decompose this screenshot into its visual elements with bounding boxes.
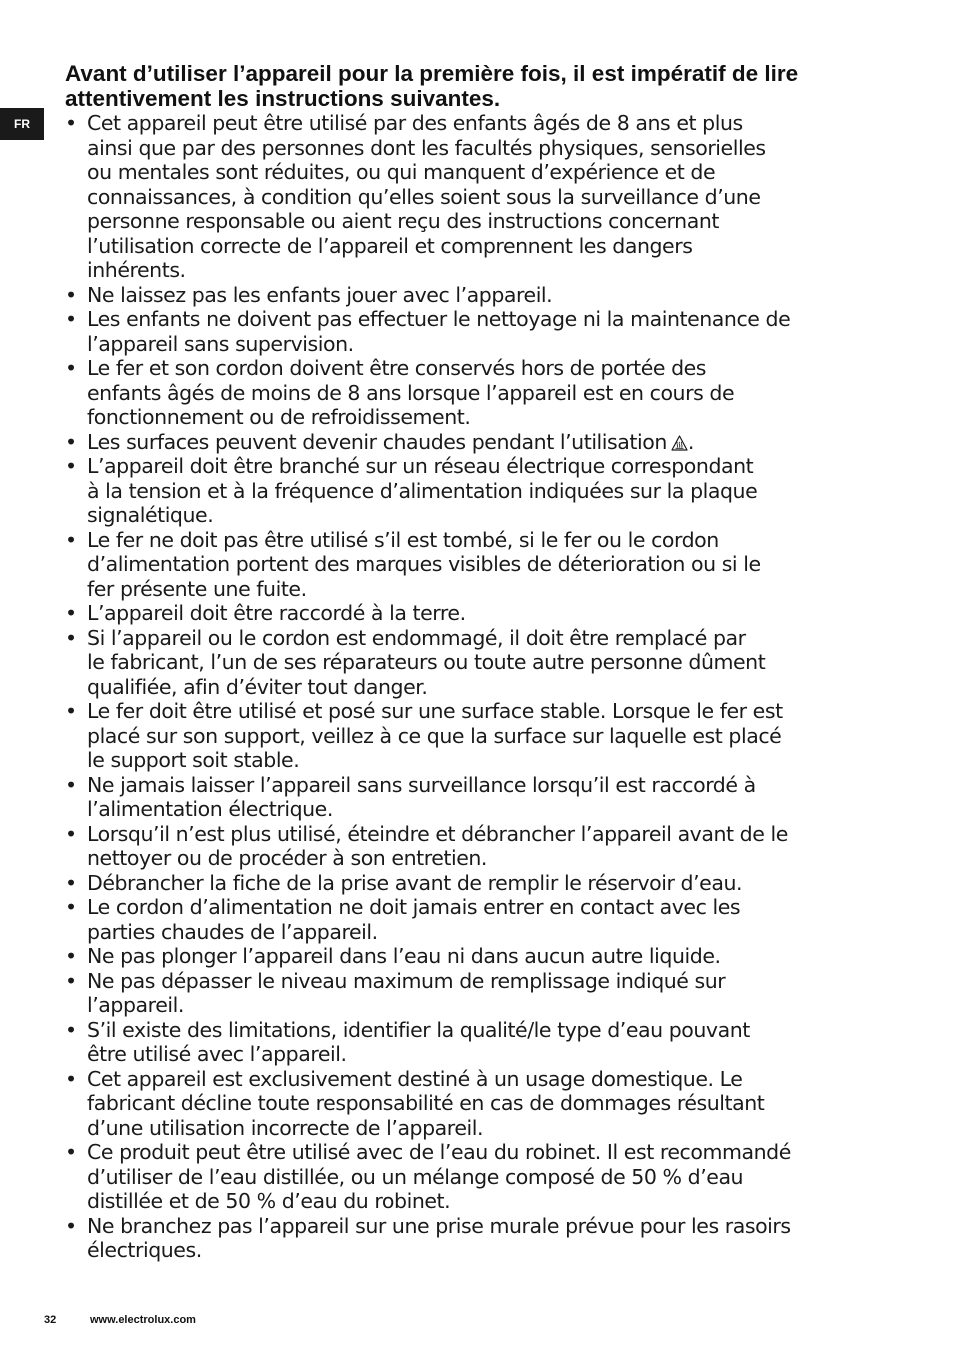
list-item-text: électriques.	[87, 1238, 202, 1262]
list-item-text: ainsi que par des personnes dont les facultés physiques, sensorielles	[87, 135, 766, 160]
bullet-marker: •	[65, 1017, 77, 1042]
list-item-text: qualifiée, afin d’éviter tout danger.	[87, 674, 428, 699]
list-item-text: Le cordon d’alimentation ne doit jamais entrer en contact avec les	[87, 895, 741, 919]
bullet-marker: •	[65, 527, 77, 552]
list-item-text: l’utilisation correcte de l’appareil et comprennent les dangers	[87, 233, 693, 258]
list-item	[65, 1018, 895, 1067]
list-item-text: nettoyer ou de procéder à son entretien.	[87, 846, 487, 870]
list-item-text: L’appareil doit être raccordé à la terre.	[87, 601, 466, 625]
list-item-text: Ne branchez pas l’appareil sur une prise murale prévue pour les rasoirs	[87, 1213, 791, 1238]
list-item-text: Le fer doit être utilisé et posé sur une surface stable. Lorsque le fer est	[87, 699, 783, 723]
bullet-marker: •	[65, 699, 77, 723]
list-item	[65, 430, 895, 455]
list-item-text: parties chaudes de l’appareil.	[87, 919, 378, 944]
language-tab: FR	[0, 108, 44, 140]
warning-suffix: .	[687, 429, 694, 454]
bullet-marker: •	[65, 772, 77, 797]
bullet-marker: •	[65, 429, 77, 454]
bullet-marker: •	[65, 601, 77, 625]
list-item-text: fonctionnement ou de refroidissement.	[87, 405, 471, 429]
list-item-text: être utilisé avec l’appareil.	[87, 1042, 347, 1066]
list-item	[65, 969, 895, 1018]
instructions-list	[65, 111, 895, 1263]
bullet-marker: •	[65, 1213, 77, 1238]
list-item	[65, 283, 895, 308]
list-item-text: ou mentales sont réduites, ou qui manquent d’expérience et de	[87, 160, 716, 184]
list-item	[65, 944, 895, 969]
list-item	[65, 1140, 895, 1214]
list-item-text: Cet appareil peut être utilisé par des enfants âgés de 8 ans et plus	[87, 111, 743, 135]
list-item	[65, 454, 895, 528]
list-item-text: le support soit stable.	[87, 748, 300, 772]
list-item	[65, 626, 895, 700]
list-item	[65, 822, 895, 871]
list-item-text: Le fer ne doit pas être utilisé s’il est tombé, si le fer ou le cordon	[87, 527, 719, 552]
list-item-text: S’il existe des limitations, identifier la qualité/le type d’eau pouvant	[87, 1017, 750, 1042]
list-item	[65, 699, 895, 773]
page-number: 32	[44, 1314, 57, 1326]
list-item	[65, 1214, 895, 1263]
list-item	[65, 307, 895, 356]
list-item-text: distillée et de 50 % d’eau du robinet.	[87, 1189, 451, 1213]
bullet-marker: •	[65, 111, 77, 135]
website-url: www.electrolux.com	[90, 1314, 196, 1326]
list-item-text: Ne pas plonger l’appareil dans l’eau ni dans aucun autre liquide.	[87, 944, 721, 968]
list-item-text: connaissances, à condition qu’elles soient sous la surveillance d’une	[87, 184, 761, 209]
list-item-text: le fabricant, l’un de ses réparateurs ou toute autre personne dûment	[87, 650, 766, 674]
list-item	[65, 528, 895, 602]
list-item-text: Cet appareil est exclusivement destiné à un usage domestique. Le	[87, 1066, 743, 1091]
list-item-text: d’une utilisation incorrecte de l’appareil.	[87, 1115, 484, 1140]
list-item-text: l’appareil sans supervision.	[87, 331, 354, 356]
list-item	[65, 111, 895, 283]
bullet-marker: •	[65, 356, 77, 380]
list-item	[65, 871, 895, 896]
list-item-text: fer présente une fuite.	[87, 576, 307, 601]
bullet-marker: •	[65, 870, 77, 895]
bullet-marker: •	[65, 1066, 77, 1091]
list-item-text: L’appareil doit être branché sur un réseau électrique correspondant	[87, 454, 754, 478]
bullet-marker: •	[65, 454, 77, 478]
bullet-marker: •	[65, 307, 77, 331]
safety-instructions	[65, 62, 895, 1263]
page-heading: Avant d’utiliser l’appareil pour la première fois, il est impératif de lire attentivement les instructions suivantes.	[65, 61, 799, 111]
list-item	[65, 773, 895, 822]
list-item-text: Le fer et son cordon doivent être conservés hors de portée des	[87, 356, 707, 380]
list-item-text: l’appareil.	[87, 993, 184, 1017]
list-item-text: Ne jamais laisser l’appareil sans surveillance lorsqu’il est raccordé à	[87, 772, 756, 797]
list-item	[65, 895, 895, 944]
list-item-text: Les surfaces peuvent devenir chaudes pendant l’utilisation	[87, 429, 667, 454]
bullet-marker: •	[65, 895, 77, 919]
list-item-text: Les enfants ne doivent pas effectuer le nettoyage ni la maintenance de	[87, 307, 791, 331]
list-item-text: Lorsqu’il n’est plus utilisé, éteindre et débrancher l’appareil avant de le	[87, 821, 788, 846]
list-item-text: d’alimentation portent des marques visibles de déterioration ou si le	[87, 552, 761, 576]
bullet-marker: •	[65, 968, 77, 993]
list-item-text: l’alimentation électrique.	[87, 797, 333, 821]
list-item-text: inhérents.	[87, 258, 186, 282]
list-item-text: à la tension et à la fréquence d’alimentation indiquées sur la plaque	[87, 478, 758, 503]
bullet-marker: •	[65, 944, 77, 968]
hot-surface-warning-icon	[671, 435, 688, 451]
list-item-text: d’utiliser de l’eau distillée, ou un mélange composé de 50 % d’eau	[87, 1164, 744, 1189]
list-item	[65, 356, 895, 430]
list-item-text: Ne pas dépasser le niveau maximum de remplissage indiqué sur	[87, 968, 726, 993]
list-item-text: enfants âgés de moins de 8 ans lorsque l’appareil est en cours de	[87, 380, 735, 405]
list-item-text: Débrancher la fiche de la prise avant de remplir le réservoir d’eau.	[87, 870, 743, 895]
list-item	[65, 601, 895, 626]
list-item-text: Ce produit peut être utilisé avec de l’eau du robinet. Il est recommandé	[87, 1140, 791, 1164]
list-item-text: Ne laissez pas les enfants jouer avec l’appareil.	[87, 282, 553, 307]
bullet-marker: •	[65, 282, 77, 307]
bullet-marker: •	[65, 625, 77, 650]
list-item	[65, 1067, 895, 1141]
list-item-text: placé sur son support, veillez à ce que la surface sur laquelle est placé	[87, 723, 782, 748]
list-item-text: personne responsable ou aient reçu des instructions concernant	[87, 209, 719, 233]
list-item-text: fabricant décline toute responsabilité en cas de dommages résultant	[87, 1091, 765, 1115]
bullet-marker: •	[65, 1140, 77, 1164]
bullet-marker: •	[65, 821, 77, 846]
list-item-text: signalétique.	[87, 503, 214, 527]
list-item-text: Si l’appareil ou le cordon est endommagé, il doit être remplacé par	[87, 625, 746, 650]
